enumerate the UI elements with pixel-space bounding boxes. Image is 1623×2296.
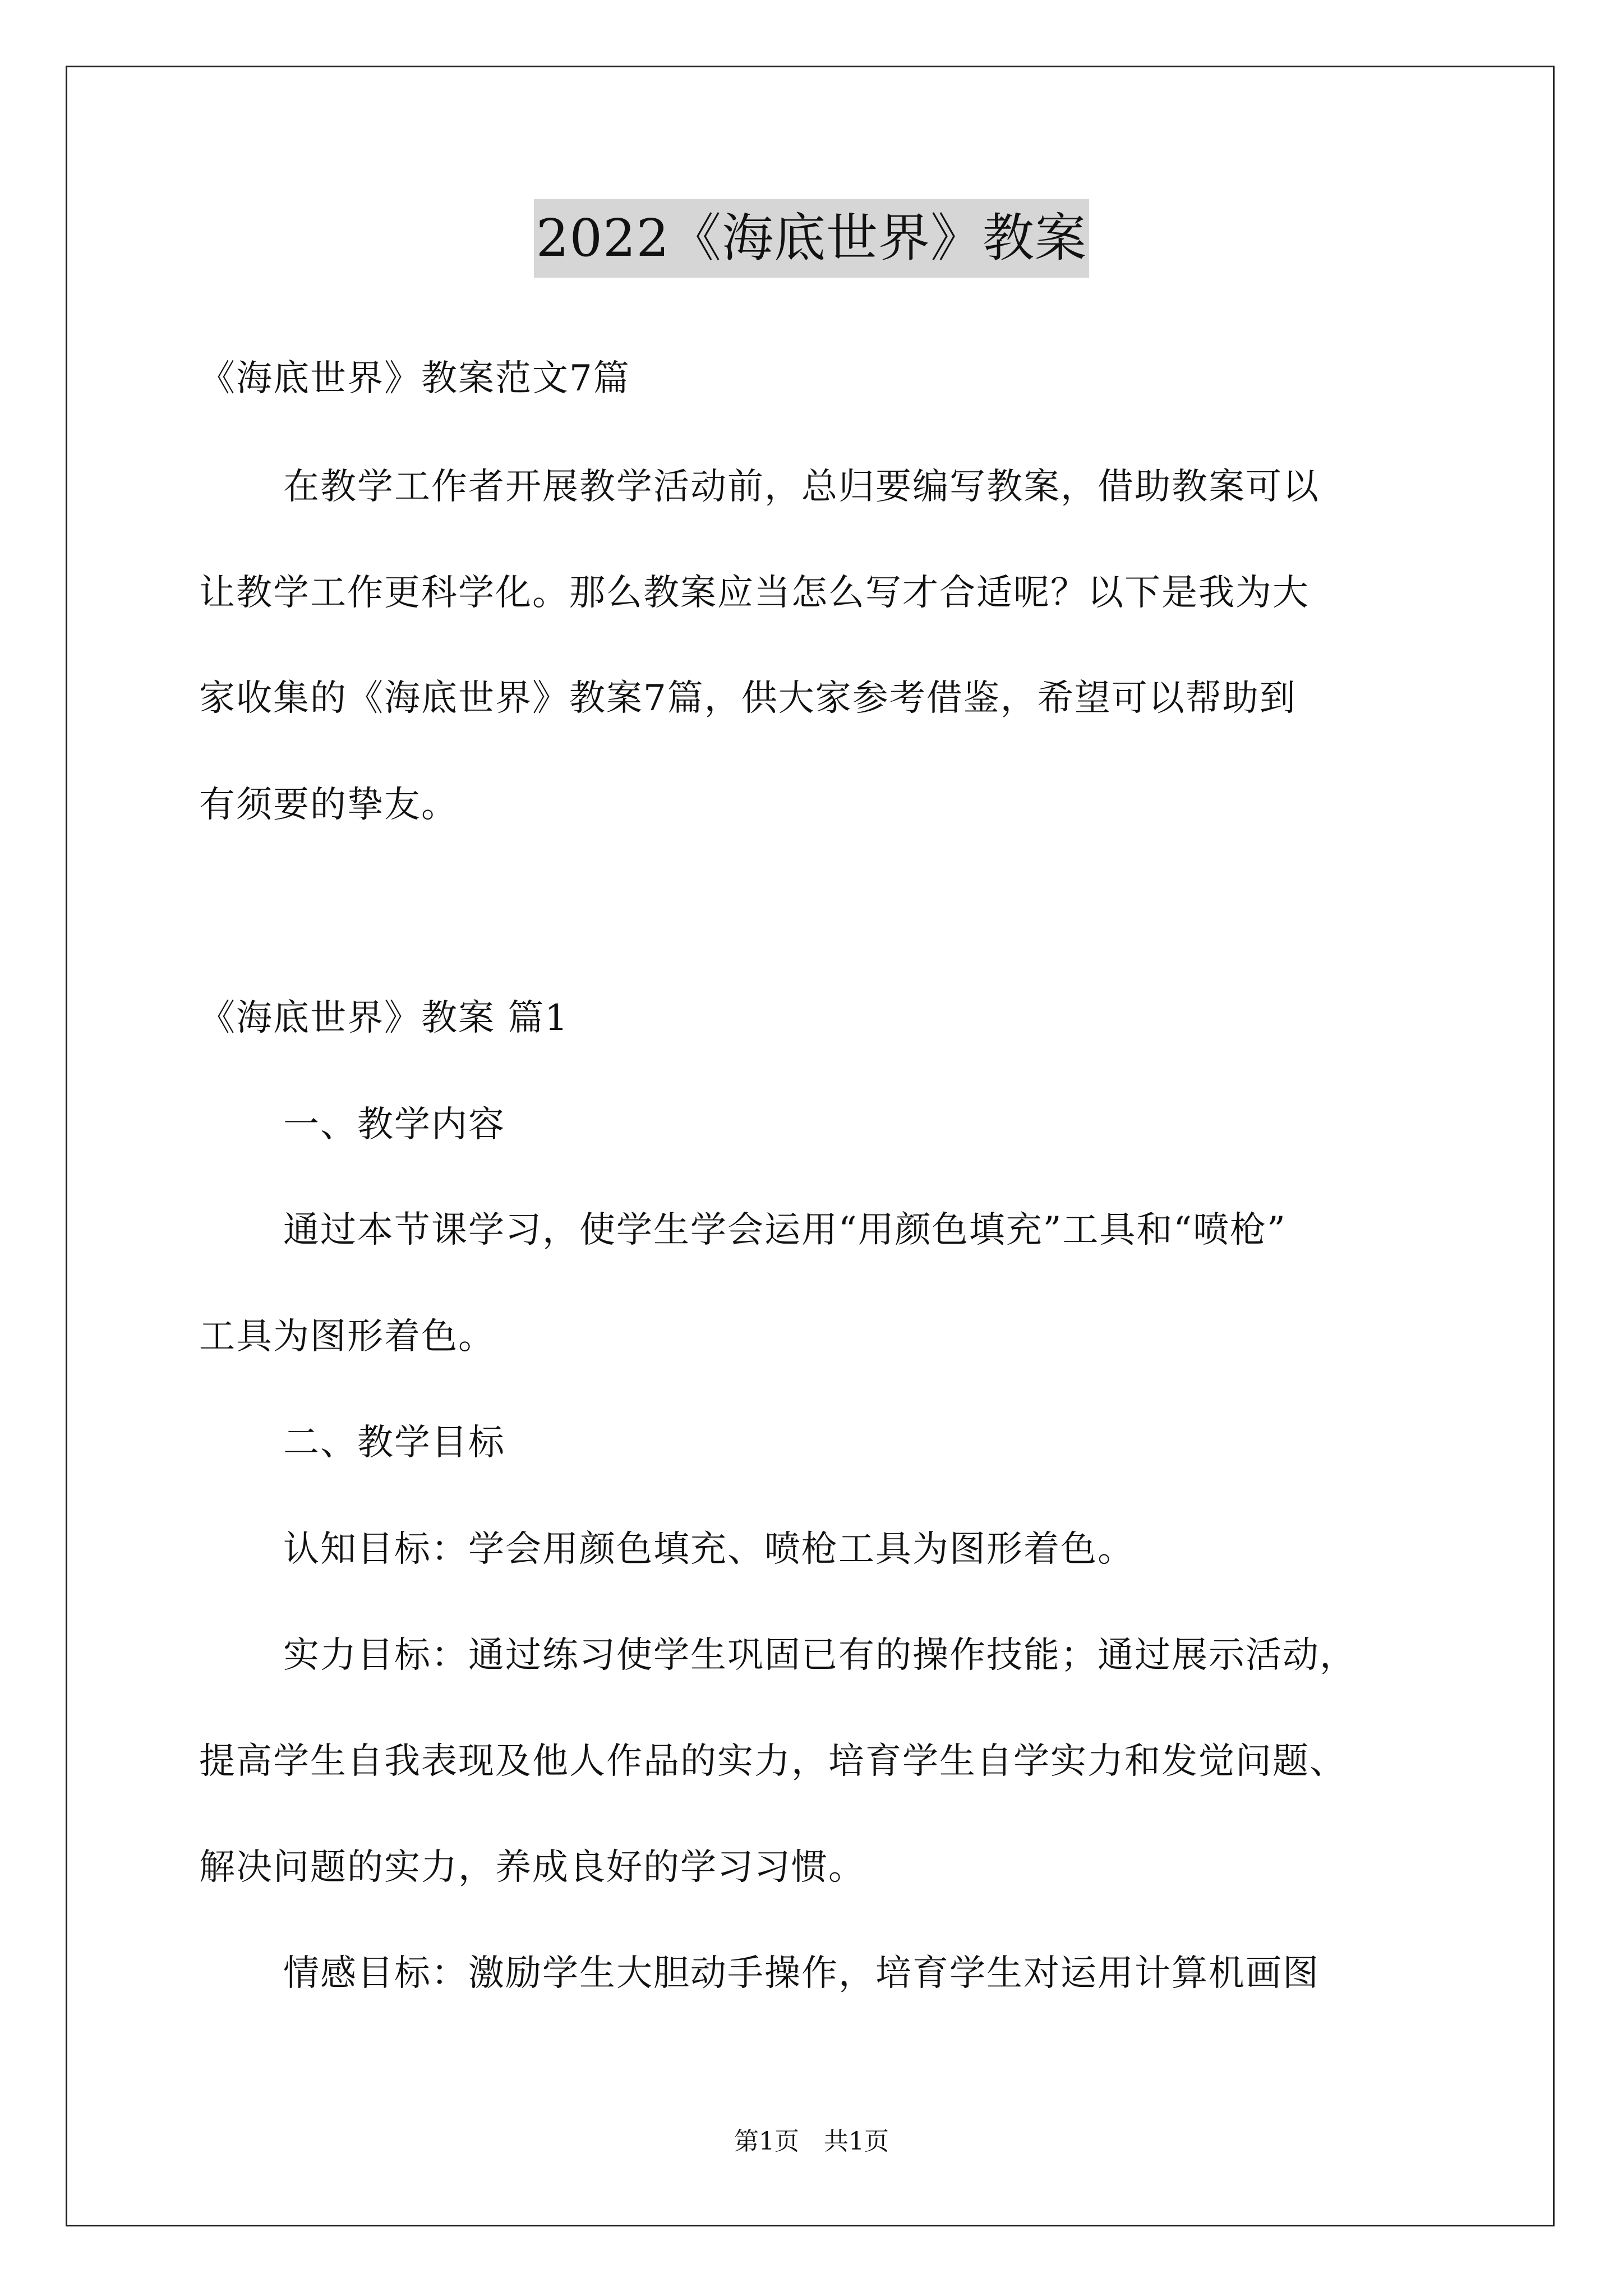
intro-line-1: 在教学工作者开展教学活动前，总归要编写教案，借助教案可以 <box>283 466 1320 508</box>
page-number-current: 第1页 <box>734 2127 799 2156</box>
page-footer <box>0 2125 1623 2159</box>
body-line-1: 一、教学内容 <box>283 1104 505 1145</box>
body-line-8: 解决问题的实力，养成良好的学习习惯。 <box>199 1847 865 1888</box>
section-heading: 《海底世界》教案 篇1 <box>199 997 569 1039</box>
page-number-total: 共1页 <box>824 2127 889 2156</box>
document-subtitle: 《海底世界》教案范文7篇 <box>199 358 630 399</box>
body-line-2: 通过本节课学习，使学生学会运用“用颜色填充”工具和“喷枪” <box>283 1209 1287 1251</box>
body-line-7: 提高学生自我表现及他人作品的实力，培育学生自学实力和发觉问题、 <box>199 1741 1347 1782</box>
body-line-3: 工具为图形着色。 <box>199 1316 495 1358</box>
title-container <box>0 199 1623 278</box>
body-line-9: 情感目标：激励学生大胆动手操作，培育学生对运用计算机画图 <box>283 1953 1320 1994</box>
body-line-5: 认知目标：学会用颜色填充、喷枪工具为图形着色。 <box>283 1529 1135 1570</box>
body-line-6: 实力目标：通过练习使学生巩固已有的操作技能；通过展示活动， <box>283 1635 1357 1676</box>
document-title: 2022《海底世界》教案 <box>534 199 1089 278</box>
intro-line-4: 有须要的挚友。 <box>199 784 458 826</box>
intro-line-2: 让教学工作更科学化。那么教案应当怎么写才合适呢？以下是我为大 <box>199 572 1310 614</box>
intro-line-3: 家收集的《海底世界》教案7篇，供大家参考借鉴，希望可以帮助到 <box>199 678 1297 719</box>
body-line-4: 二、教学目标 <box>283 1422 505 1464</box>
